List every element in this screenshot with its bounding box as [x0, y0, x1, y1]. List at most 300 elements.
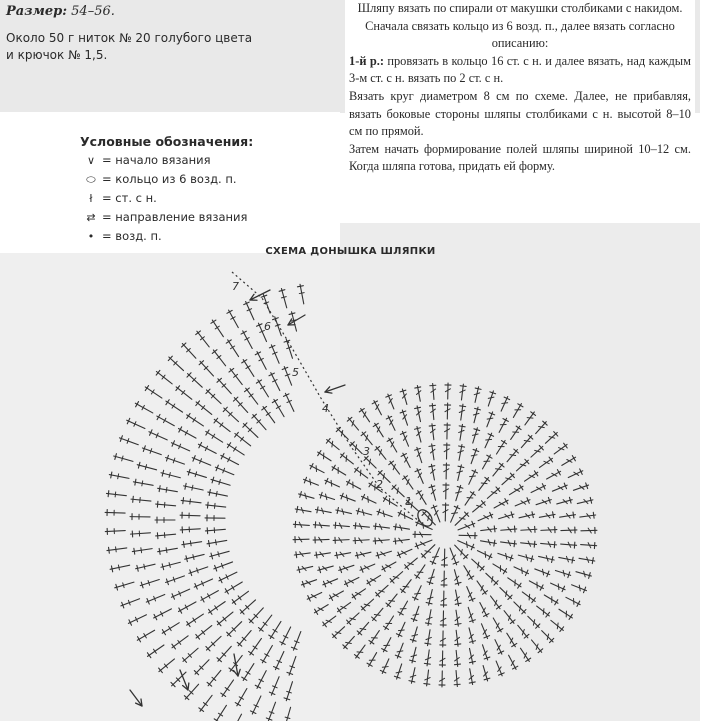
stitch-top — [429, 466, 435, 467]
stitch-post — [433, 505, 440, 522]
dc-stitch — [199, 361, 213, 376]
dc-stitch — [373, 423, 383, 437]
stitch-top — [469, 576, 474, 579]
stitch-slash — [508, 615, 510, 620]
dc-stitch — [545, 432, 557, 444]
dc-stitch — [518, 555, 533, 562]
dc-stitch — [539, 512, 555, 518]
row-number: 1 — [405, 495, 412, 508]
row-number: 3 — [363, 445, 370, 458]
dc-stitch — [487, 487, 500, 498]
dc-stitch — [576, 571, 591, 578]
dc-stitch — [294, 552, 310, 558]
dc-stitch — [572, 585, 587, 593]
stitch-top — [395, 524, 396, 530]
stitch-top — [459, 446, 465, 447]
stitch-top — [183, 498, 184, 504]
ring-icon: ⬭ — [86, 173, 96, 186]
stitch-slash — [382, 667, 388, 668]
stitch-slash — [281, 297, 286, 298]
dc-stitch — [179, 602, 197, 613]
dc-stitch — [473, 501, 486, 512]
dc-stitch — [374, 523, 390, 529]
stitch-top — [133, 496, 134, 502]
dc-stitch — [339, 565, 354, 572]
stitch-post — [257, 352, 266, 370]
dc-stitch — [360, 564, 375, 572]
legend-item-text: = начало вязания — [102, 153, 211, 167]
dc-stitch — [168, 356, 183, 370]
dc-stitch — [440, 611, 446, 627]
stitch-slash — [218, 552, 219, 557]
stitch-top — [209, 490, 210, 496]
dc-stitch — [481, 624, 489, 639]
dc-stitch-icon: ł — [89, 192, 93, 205]
stitch-post — [210, 551, 229, 556]
dc-stitch — [395, 643, 403, 658]
dc-stitch — [333, 537, 349, 543]
stitch-slash — [116, 547, 117, 552]
dc-stitch — [107, 547, 127, 553]
dc-stitch — [135, 402, 152, 413]
dc-stitch — [315, 552, 331, 558]
dc-stitch — [198, 442, 216, 453]
dc-stitch — [581, 527, 597, 533]
dc-stitch — [343, 636, 355, 648]
stitch-post — [207, 540, 227, 543]
stitch-top — [455, 644, 461, 645]
dc-stitch — [450, 548, 459, 565]
stitch-top — [470, 492, 475, 495]
stitch-top — [159, 548, 160, 554]
dc-stitch — [127, 418, 145, 428]
dc-stitch — [340, 453, 353, 464]
direction-arrow-icon — [130, 690, 142, 706]
dc-stitch — [459, 533, 477, 539]
instructions-intro: Шляпу вязать по спирали от макушки столбиками с накидом. Сначала связать кольцо из 6 возд. п., далее вязать согласно описанию: — [357, 1, 683, 51]
stitch-post — [235, 433, 251, 445]
dc-stitch — [369, 631, 379, 644]
dc-stitch — [373, 538, 389, 544]
dc-stitch — [242, 664, 254, 681]
stitch-top — [589, 573, 591, 579]
stitch-slash — [543, 569, 544, 575]
dc-stitch — [493, 618, 503, 632]
dc-stitch — [441, 549, 447, 567]
dc-stitch — [171, 589, 189, 599]
stitch-post — [229, 310, 239, 327]
dc-stitch — [531, 484, 545, 493]
dc-stitch — [398, 511, 412, 520]
stitch-top — [590, 497, 591, 503]
stitch-post — [232, 714, 241, 721]
dc-stitch — [415, 406, 421, 422]
dc-stitch — [541, 542, 557, 548]
stitch-top — [520, 485, 523, 490]
size-label: Размер: — [6, 4, 68, 19]
stitch-top — [415, 407, 421, 408]
stitch-top — [367, 580, 370, 585]
dc-stitch — [501, 540, 517, 546]
stitch-slash — [141, 548, 142, 553]
dc-stitch — [421, 545, 435, 558]
dc-stitch — [249, 608, 263, 623]
stitch-post — [227, 622, 241, 636]
stitch-top — [430, 405, 436, 406]
dc-stitch — [416, 491, 426, 505]
stitch-slash — [543, 609, 544, 615]
dc-stitch — [439, 671, 445, 687]
dc-stitch — [187, 614, 204, 626]
dc-stitch — [480, 603, 489, 617]
stitch-post — [184, 486, 204, 490]
stitch-slash — [533, 620, 534, 626]
dc-stitch — [400, 431, 408, 446]
stitch-slash — [219, 480, 220, 485]
dc-stitch — [521, 526, 537, 532]
dc-stitch — [255, 671, 266, 689]
dc-stitch — [555, 570, 570, 577]
stitch-top — [455, 603, 461, 604]
dc-stitch — [337, 602, 350, 613]
stitch-post — [270, 621, 281, 638]
dc-stitch — [430, 404, 436, 420]
stitch-post — [158, 548, 178, 551]
dc-stitch — [562, 456, 576, 466]
stitch-top — [135, 479, 136, 485]
stitch-post — [208, 492, 228, 496]
dc-stitch — [471, 449, 479, 464]
legend-item-text: = возд. п. — [102, 229, 162, 243]
dc-stitch — [179, 427, 197, 438]
dc-stitch — [451, 506, 460, 522]
dc-stitch — [136, 564, 155, 571]
stitch-post — [180, 515, 200, 516]
dc-stitch — [443, 483, 449, 499]
dc-stitch — [159, 659, 175, 673]
stitch-top — [337, 608, 340, 613]
dc-stitch — [131, 496, 151, 502]
stitch-post — [455, 513, 468, 525]
dc-stitch — [429, 424, 435, 440]
dc-stitch — [207, 670, 221, 686]
stitch-post — [224, 408, 239, 422]
stitch-top — [389, 461, 394, 465]
dc-stitch — [215, 465, 234, 475]
dc-stitch — [520, 648, 530, 661]
dc-stitch — [389, 461, 400, 474]
stitch-top — [395, 538, 396, 544]
stitch-top — [475, 408, 481, 410]
stitch-top — [221, 693, 226, 696]
dc-stitch — [387, 438, 397, 452]
stitch-post — [148, 645, 164, 656]
row1-label: 1-й р.: — [349, 53, 384, 68]
stitch-top — [554, 542, 555, 548]
dc-stitch — [162, 623, 179, 635]
stitch-post — [105, 531, 125, 532]
stitch-slash — [369, 459, 370, 465]
dc-stitch — [280, 627, 291, 645]
dc-stitch — [514, 567, 529, 576]
dc-stitch — [119, 436, 138, 445]
dc-stitch — [293, 537, 309, 543]
direction-arrow-icon — [288, 315, 305, 325]
materials-line-2: и крючок № 1,5. — [6, 48, 108, 62]
stitch-slash — [169, 563, 170, 568]
stitch-top — [460, 386, 466, 387]
dc-stitch — [130, 531, 150, 537]
stitch-post — [154, 609, 172, 618]
dc-stitch — [455, 590, 461, 606]
dc-stitch — [454, 671, 460, 687]
stitch-slash — [285, 717, 290, 718]
dc-stitch — [325, 478, 340, 487]
dc-stitch — [376, 585, 388, 597]
dc-stitch — [297, 284, 304, 304]
dc-stitch — [206, 636, 221, 651]
dc-stitch — [221, 454, 239, 465]
stitch-top — [369, 640, 374, 643]
stitch-slash — [404, 513, 405, 519]
dc-stitch — [137, 462, 156, 470]
stitch-post — [216, 705, 227, 721]
stitch-post — [271, 373, 280, 391]
dc-stitch — [217, 612, 233, 626]
stitch-post — [135, 403, 152, 413]
dc-stitch — [382, 638, 391, 652]
dc-stitch — [481, 540, 497, 547]
dc-stitch — [425, 630, 431, 646]
dc-stitch — [386, 394, 394, 409]
stitch-top — [138, 462, 140, 468]
stitch-top — [483, 591, 488, 594]
stitch-top — [318, 451, 321, 456]
stitch-slash — [478, 562, 479, 568]
stitch-post — [237, 689, 247, 706]
stitch-slash — [471, 455, 477, 456]
stitch-top — [157, 501, 158, 507]
stitch-top — [429, 486, 435, 488]
stitch-slash — [472, 434, 478, 435]
stitch-slash — [118, 565, 119, 570]
dc-stitch — [522, 592, 535, 603]
dc-stitch — [180, 527, 200, 533]
stitch-slash — [123, 583, 124, 588]
dc-stitch — [219, 572, 237, 583]
stitch-slash — [487, 418, 493, 419]
dc-stitch — [255, 352, 266, 370]
stitch-top — [185, 483, 186, 489]
stitch-top — [183, 541, 184, 547]
stitch-top — [115, 454, 117, 460]
stitch-top — [496, 605, 501, 609]
stitch-post — [156, 504, 176, 506]
dc-stitch — [478, 512, 493, 520]
stitch-post — [136, 564, 155, 569]
stitch-slash — [412, 635, 418, 636]
stitch-top — [375, 523, 376, 529]
stitch-slash — [214, 503, 215, 508]
stitch-slash — [433, 557, 439, 558]
dc-stitch — [329, 591, 343, 600]
dc-stitch — [130, 514, 150, 520]
dc-stitch — [415, 540, 432, 549]
stitch-top — [355, 523, 356, 529]
dc-stitch — [166, 455, 185, 464]
dc-stitch — [458, 541, 474, 550]
dc-stitch — [205, 515, 225, 521]
dc-stitch — [536, 421, 548, 433]
dc-stitch — [295, 506, 311, 513]
dc-stitch — [455, 545, 468, 559]
stitch-top — [429, 446, 435, 447]
stitch-post — [208, 670, 221, 685]
stitch-post — [200, 695, 212, 711]
dc-stitch — [226, 340, 238, 357]
arrow-head — [325, 392, 332, 393]
dc-stitch — [386, 416, 395, 430]
stitch-post — [179, 428, 197, 438]
dc-stitch — [509, 485, 523, 495]
stitch-post — [253, 415, 266, 430]
stitch-post — [169, 357, 184, 371]
dc-stitch — [149, 430, 167, 440]
stitch-slash — [470, 476, 476, 477]
stitch-slash — [539, 426, 545, 427]
stitch-top — [572, 557, 573, 563]
dc-stitch — [105, 528, 125, 534]
stitch-top — [145, 386, 148, 391]
dc-stitch — [304, 477, 319, 485]
dc-stitch — [217, 646, 231, 661]
dc-stitch — [184, 483, 204, 490]
dc-stitch — [444, 443, 450, 459]
dc-stitch — [350, 442, 362, 454]
dc-stitch — [314, 605, 328, 615]
dc-stitch — [146, 594, 164, 604]
dc-stitch — [233, 397, 247, 412]
dc-stitch — [409, 668, 416, 684]
dc-stitch — [227, 443, 244, 455]
dc-stitch — [429, 444, 435, 460]
dc-stitch — [209, 602, 226, 615]
stitch-top — [186, 556, 187, 562]
dc-stitch — [106, 491, 126, 497]
row-number: 6 — [264, 320, 271, 333]
stitch-top — [298, 567, 299, 573]
stitch-slash — [415, 593, 421, 594]
dc-stitch — [154, 609, 172, 620]
diagram-title: СХЕМА ДОНЫШКА ШЛЯПКИ — [265, 246, 436, 257]
stitch-post — [166, 401, 183, 412]
dc-stitch — [551, 583, 566, 592]
dc-stitch — [376, 551, 391, 558]
stitch-top — [455, 582, 461, 584]
stitch-top — [409, 681, 415, 682]
dc-stitch — [189, 567, 208, 576]
dc-stitch — [547, 470, 561, 479]
dc-stitch — [472, 428, 479, 443]
stitch-top — [410, 660, 416, 662]
dc-stitch — [361, 599, 373, 611]
dc-stitch — [307, 592, 322, 601]
dc-stitch — [485, 433, 494, 448]
dc-stitch — [318, 451, 331, 461]
dc-stitch — [245, 388, 258, 404]
dc-stitch — [400, 389, 407, 404]
dc-stitch — [132, 548, 152, 554]
dc-stitch — [196, 401, 212, 415]
stitch-slash — [488, 397, 494, 398]
stitch-post — [228, 340, 239, 357]
dc-stitch — [223, 407, 238, 421]
stitch-top — [514, 526, 515, 532]
dc-stitch — [552, 483, 567, 491]
stitch-top — [317, 507, 318, 513]
dc-stitch — [579, 557, 595, 564]
dc-stitch — [359, 409, 369, 422]
stitch-post — [195, 660, 209, 674]
dc-stitch — [199, 695, 212, 711]
stitch-top — [256, 380, 261, 383]
stitch-slash — [310, 479, 311, 485]
dc-stitch — [313, 537, 329, 543]
stitch-top — [415, 428, 421, 430]
stitch-top — [552, 557, 553, 563]
legend-item-text: = кольцо из 6 возд. п. — [102, 172, 237, 186]
dc-stitch — [187, 469, 206, 477]
stitch-top — [207, 502, 208, 508]
dc-stitch — [539, 457, 552, 468]
stitch-post — [232, 591, 248, 603]
dc-stitch — [529, 581, 543, 590]
stitch-top — [469, 682, 475, 683]
dc-stitch — [301, 580, 316, 587]
stitch-slash — [510, 455, 516, 456]
stitch-slash — [467, 542, 468, 548]
stitch-top — [162, 470, 163, 476]
dc-stitch — [514, 602, 526, 614]
dc-stitch — [537, 606, 550, 617]
stitch-top — [225, 589, 228, 594]
dc-stitch — [424, 670, 430, 686]
arrow-head — [188, 683, 189, 690]
stitch-top — [279, 290, 285, 292]
direction-arrow-icon — [325, 385, 345, 393]
dc-stitch — [340, 493, 355, 501]
stitch-top — [425, 623, 431, 624]
dc-stitch — [501, 397, 510, 412]
dc-stitch — [229, 368, 242, 384]
dc-stitch — [336, 427, 348, 439]
dc-stitch — [477, 581, 487, 594]
row-number: 4 — [322, 402, 329, 415]
stitch-top — [134, 548, 135, 554]
stitch-top — [470, 661, 476, 662]
dc-stitch — [227, 310, 238, 327]
dc-stitch — [380, 659, 389, 674]
stitch-top — [424, 684, 430, 685]
dc-stitch — [496, 661, 504, 676]
stitch-post — [157, 416, 175, 426]
dc-stitch — [196, 626, 212, 640]
stitch-top — [162, 630, 165, 635]
dc-stitch — [518, 625, 529, 638]
dc-stitch — [482, 645, 489, 660]
stitch-post — [187, 614, 204, 625]
dc-stitch — [443, 503, 449, 521]
